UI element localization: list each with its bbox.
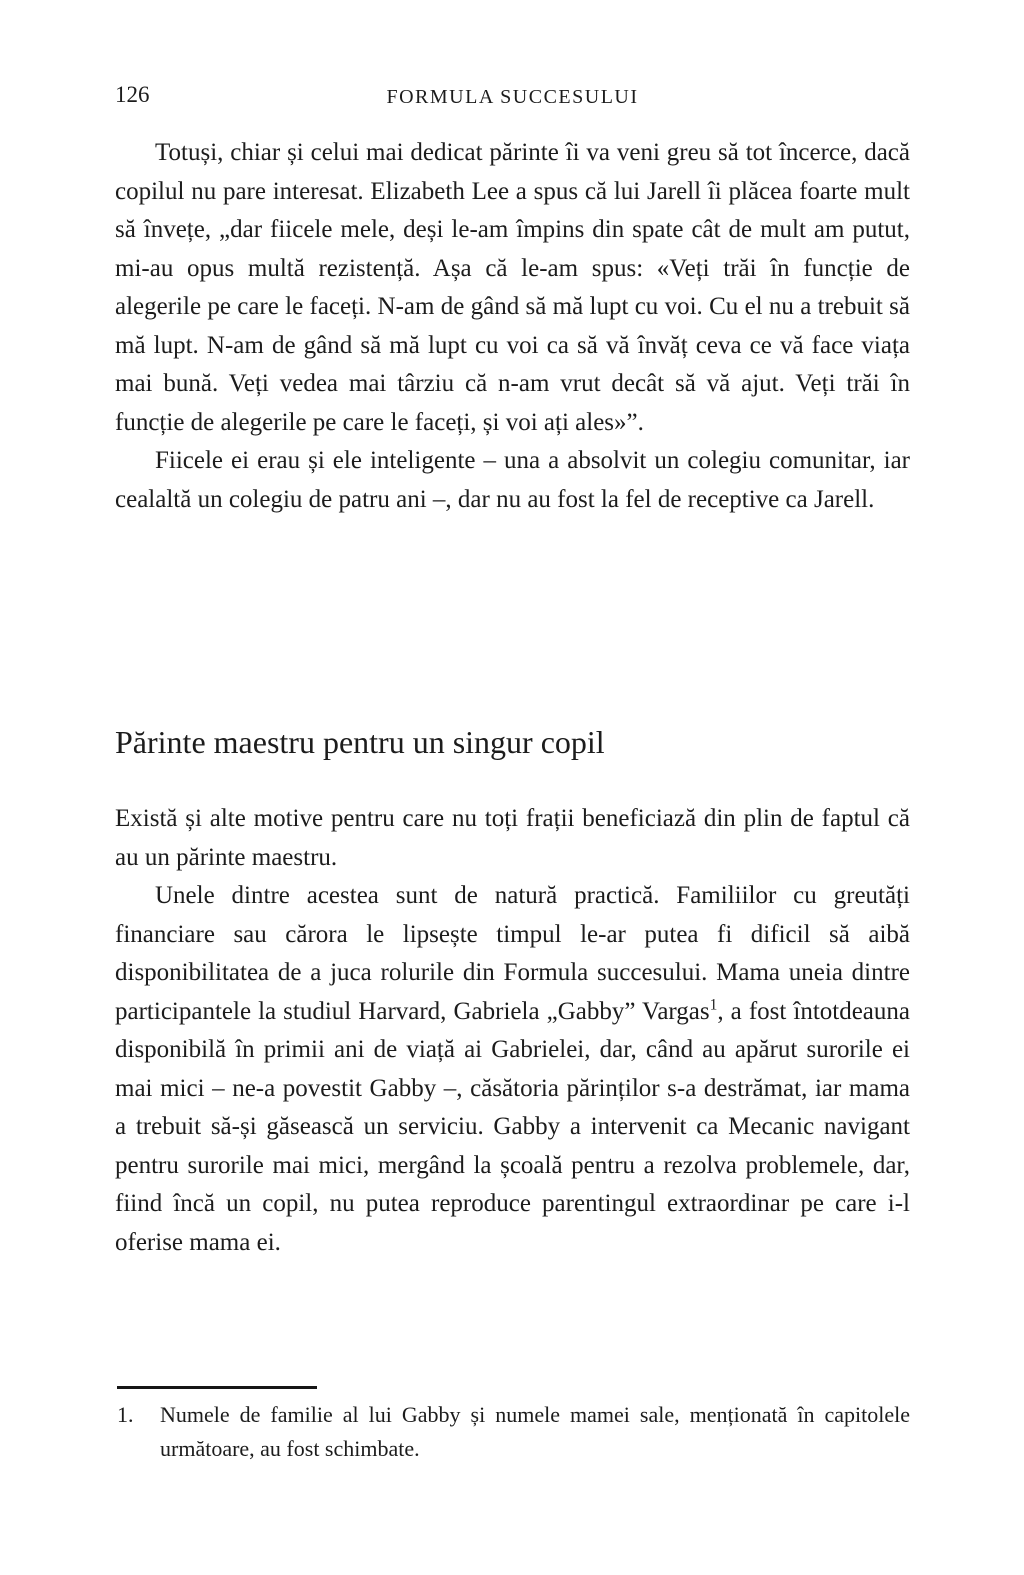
footnote-marker: 1. xyxy=(117,1402,134,1427)
body-text-top xyxy=(115,134,910,519)
footnote xyxy=(117,1398,910,1466)
footnote-reference-superscript: 1 xyxy=(709,996,718,1014)
paragraph: Există și alte motive pentru care nu toți frații beneficiază din plin de faptul că au un părinte maestru. xyxy=(115,805,910,871)
paragraph: Fiicele ei erau și ele inteligente – una a absolvit un colegiu comunitar, iar cealaltă un colegiu de patru ani –, dar nu au fost la fel de receptive ca Jarell. xyxy=(115,447,910,513)
page-header xyxy=(115,82,910,112)
footnote-text: Numele de familie al lui Gabby și numele mamei sale, menționată în capitolele următoare, au fost schimbate. xyxy=(160,1402,910,1461)
footnote-separator-rule xyxy=(117,1386,317,1389)
body-text-bottom xyxy=(115,800,910,1262)
paragraph-segment: , a fost întotdeauna disponibilă în primii ani de viață ai Gabrielei, dar, când au apărut surorile ei mai mici – ne-a povestit Gabby –, căsătoria părinților s-a destrămat, iar mama a trebuit să-și găsească un serviciu. Gabby a intervenit ca Mecanic navigant pentru surorile mai mici, mergând la școală pentru a rezolva problemele, dar, fiind încă un copil, nu putea reproduce parentingul extraordinar pe care i-l oferise mama ei. xyxy=(115,997,910,1256)
paragraph xyxy=(115,877,910,1262)
running-title: FORMULA SUCCESULUI xyxy=(386,86,639,108)
paragraph-segment: Unele dintre acestea sunt de natură practică. Familiilor cu greutăți financiare sau cărora le lipsește timpul le-ar putea fi dificil să aibă disponibilitatea de a juca rolurile din Formula succesului. Mama uneia dintre participantele la studiul Harvard, Gabriela „Gabby” Vargas xyxy=(115,882,910,1025)
page-number: 126 xyxy=(115,82,150,107)
paragraph: Totuși, chiar și celui mai dedicat părinte îi va veni greu să tot încerce, dacă copilul nu pare interesat. Elizabeth Lee a spus că lui Jarell îi plăcea foarte mult să învețe, „dar fiicele mele, deși le-am împins din spate cât de mult am putut, mi-au opus multă rezistență. Așa că le-am spus: «Veți trăi în funcție de alegerile pe care le faceți. N-am de gând să mă lupt cu voi. Cu el nu a trebuit să mă lupt. N-am de gând să mă lupt cu voi ca să vă învăț ceva ce vă face viața mai bună. Veți vedea mai târziu că n-am vrut decât să vă ajut. Veți trăi în funcție de alegerile pe care le faceți, și voi ați ales»”. xyxy=(115,139,910,436)
section-heading: Părinte maestru pentru un singur copil xyxy=(115,724,605,760)
